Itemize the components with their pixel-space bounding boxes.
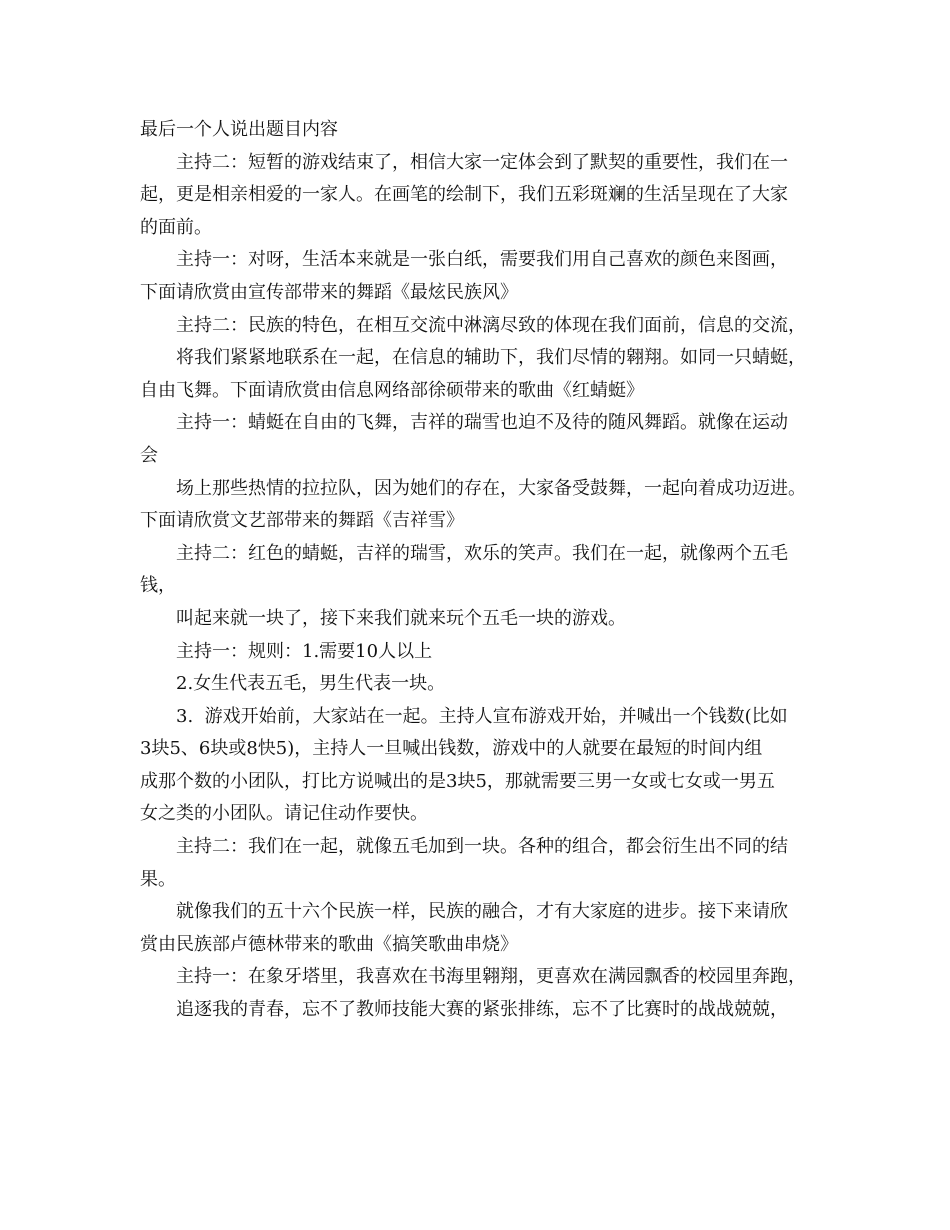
text-line: 主持二：我们在一起，就像五毛加到一块。各种的组合，都会衍生出不同的结 [176,836,788,858]
text-line: 下面请欣赏文艺部带来的舞蹈《吉祥雪》 [140,510,464,532]
text-line: 场上那些热情的拉拉队，因为她们的存在，大家备受鼓舞，一起向着成功迈进。 [176,477,806,499]
text-line: 2.女生代表五毛，男生代表一块。 [176,673,446,695]
text-line: 的面前。 [140,216,212,238]
text-line: 主持二：红色的蜻蜓，吉祥的瑞雪，欢乐的笑声。我们在一起，就像两个五毛 [176,542,788,564]
document-body [140,114,830,1027]
text-line: 将我们紧紧地联系在一起，在信息的辅助下，我们尽情的翱翔。如同一只蜻蜓， [176,347,806,369]
text-line: 下面请欣赏由宣传部带来的舞蹈《最炫民族风》 [140,281,518,303]
text-line: 果。 [140,868,176,890]
text-line: 3. 游戏开始前，大家站在一起。主持人宣布游戏开始，并喊出一个钱数(比如 [176,705,788,727]
text-line: 叫起来就一块了，接下来我们就来玩个五毛一块的游戏。 [176,607,626,629]
text-line: 主持一：对呀，生活本来就是一张白纸，需要我们用自己喜欢的颜色来图画， [176,249,788,271]
text-line: 起，更是相亲相爱的一家人。在画笔的绘制下，我们五彩斑斓的生活呈现在了大家 [140,184,788,206]
text-line: 成那个数的小团队，打比方说喊出的是3块5，那就需要三男一女或七女或一男五 [140,770,775,792]
text-line: 就像我们的五十六个民族一样，民族的融合，才有大家庭的进步。接下来请欣 [176,901,788,923]
text-line: 主持一：蜻蜓在自由的飞舞，吉祥的瑞雪也迫不及待的随风舞蹈。就像在运动 [176,412,788,434]
text-line: 主持二：民族的特色，在相互交流中淋漓尽致的体现在我们面前，信息的交流， [176,314,806,336]
text-line: 主持二：短暂的游戏结束了，相信大家一定体会到了默契的重要性，我们在一 [176,151,788,173]
text-line: 3块5、6块或8快5)，主持人一旦喊出钱数，游戏中的人就要在最短的时间内组 [140,738,763,760]
text-line: 追逐我的青春，忘不了教师技能大赛的紧张排练，忘不了比赛时的战战兢兢， [176,999,788,1021]
text-line: 会 [140,444,158,466]
text-line: 主持一：在象牙塔里，我喜欢在书海里翱翔，更喜欢在满园飘香的校园里奔跑， [176,966,806,988]
text-line: 钱， [140,575,176,597]
text-line: 主持一：规则：1.需要10人以上 [176,640,433,662]
text-line: 赏由民族部卢德林带来的歌曲《搞笑歌曲串烧》 [140,933,518,955]
text-line: 最后一个人说出题目内容 [140,119,338,140]
text-line: 自由飞舞。下面请欣赏由信息网络部徐硕带来的歌曲《红蜻蜓》 [140,379,644,401]
text-line: 女之类的小团队。请记住动作要快。 [140,803,428,825]
